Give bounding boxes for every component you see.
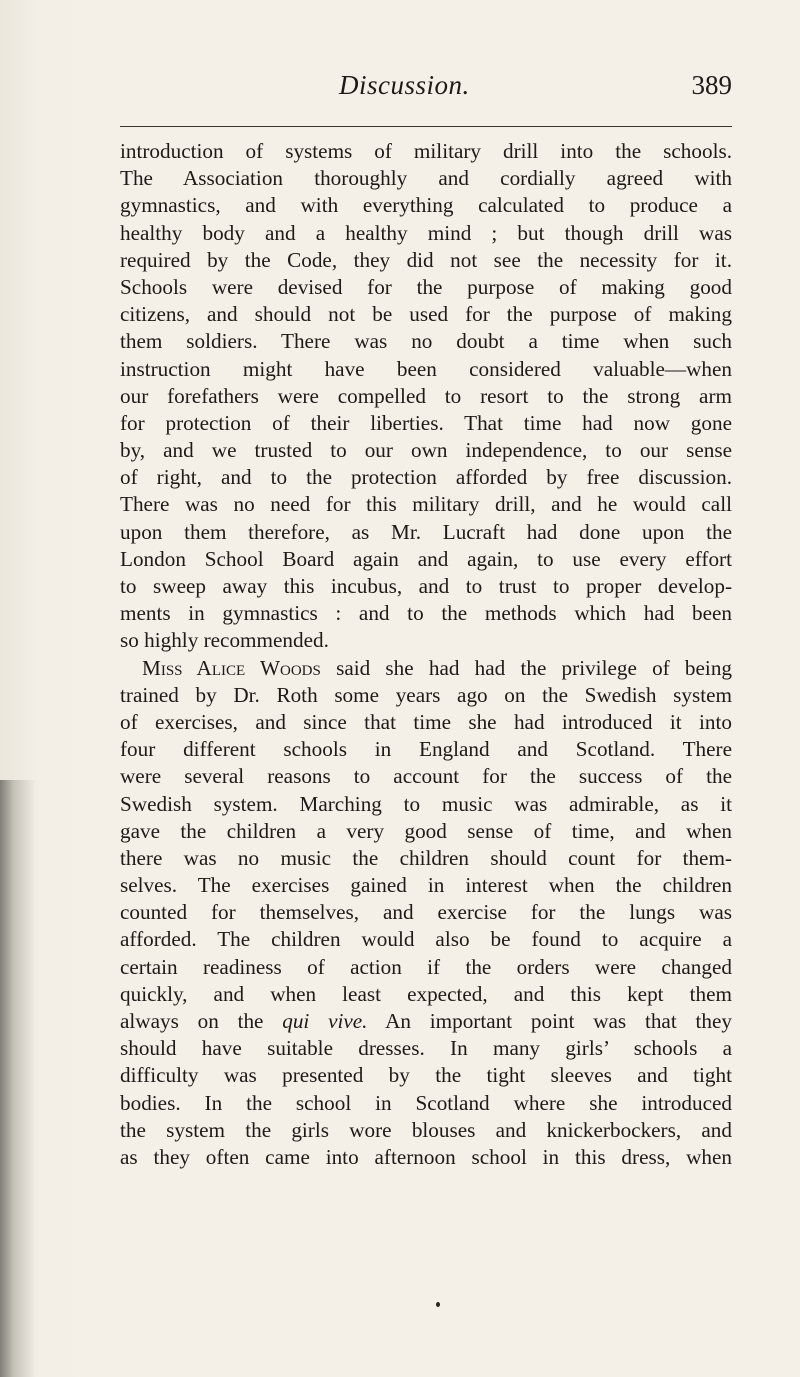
text-line: of right, and to the protection afforded by free discussion. [120, 465, 732, 490]
text-line: for protection of their liberties. That time had now gone [120, 410, 732, 435]
text-line: quickly, and when least expected, and this kept them [120, 981, 732, 1006]
body-text [120, 138, 732, 1171]
text-line: our forefathers were compelled to resort to the strong arm [120, 383, 732, 408]
text-line: should have suitable dresses. In many girls’ schools a [120, 1036, 732, 1061]
text-line: counted for themselves, and exercise for the lungs was [120, 900, 732, 925]
text-line: instruction might have been considered valuable—when [120, 356, 732, 381]
text-line: there was no music the children should count for them- [120, 845, 732, 870]
text-line: London School Board again and again, to use every effort [120, 546, 732, 571]
text-line: of exercises, and since that time she had introduced it into [120, 709, 732, 734]
text-line: Schools were devised for the purpose of making good [120, 274, 732, 299]
binding-shadow [0, 780, 36, 1377]
text-line-speaker [120, 655, 732, 682]
page-header [120, 70, 732, 122]
printer-mark [436, 1302, 440, 1307]
text-line: healthy body and a healthy mind ; but though drill was [120, 220, 732, 245]
text-line: The Association thoroughly and cordially agreed with [120, 166, 732, 191]
text-fragment: An important point was that they [367, 1009, 732, 1033]
text-line-italic-phrase [120, 1008, 732, 1035]
page-number: 389 [691, 70, 732, 100]
header-rule [120, 126, 732, 127]
text-fragment: said she had had the privilege of being [320, 655, 733, 680]
text-line: ments in gymnastics : and to the methods which had been [120, 601, 732, 626]
text-line: gymnastics, and with everything calculated to produce a [120, 193, 732, 218]
text-fragment: always on the [120, 1009, 283, 1033]
paragraph-2 [120, 655, 732, 1172]
speaker-name: Miss Alice Woods [142, 655, 321, 680]
text-line: difficulty was presented by the tight sleeves and tight [120, 1063, 732, 1088]
text-line: them soldiers. There was no doubt a time when such [120, 329, 732, 354]
text-line: by, and we trusted to our own independence, to our sense [120, 438, 732, 463]
text-line: afforded. The children would also be found to acquire a [120, 927, 732, 952]
italic-phrase: qui vive. [282, 1009, 368, 1033]
text-line: introduction of systems of military drill into the schools. [120, 139, 732, 163]
text-line: selves. The exercises gained in interest when the children [120, 873, 732, 898]
running-head: Discussion. [339, 70, 470, 100]
text-line: gave the children a very good sense of time, and when [120, 818, 732, 843]
text-line: Swedish system. Marching to music was admirable, as it [120, 791, 732, 816]
text-line: upon them therefore, as Mr. Lucraft had done upon the [120, 519, 732, 544]
text-line: required by the Code, they did not see the necessity for it. [120, 247, 732, 272]
text-line: certain readiness of action if the orders were changed [120, 954, 732, 979]
text-line: four different schools in England and Scotland. There [120, 737, 732, 762]
text-line: trained by Dr. Roth some years ago on the Swedish system [120, 682, 732, 707]
text-line: bodies. In the school in Scotland where she introduced [120, 1090, 732, 1115]
text-line: the system the girls wore blouses and knickerbockers, and [120, 1117, 732, 1142]
paragraph-1 [120, 138, 732, 655]
text-line: There was no need for this military drill, and he would call [120, 492, 732, 517]
text-line: citizens, and should not be used for the purpose of making [120, 302, 732, 327]
text-line: so highly recommended. [120, 628, 329, 653]
text-line: were several reasons to account for the success of the [120, 764, 732, 789]
text-line: to sweep away this incubus, and to trust to proper develop- [120, 574, 732, 598]
text-line: as they often came into afternoon school in this dress, when [120, 1144, 732, 1169]
